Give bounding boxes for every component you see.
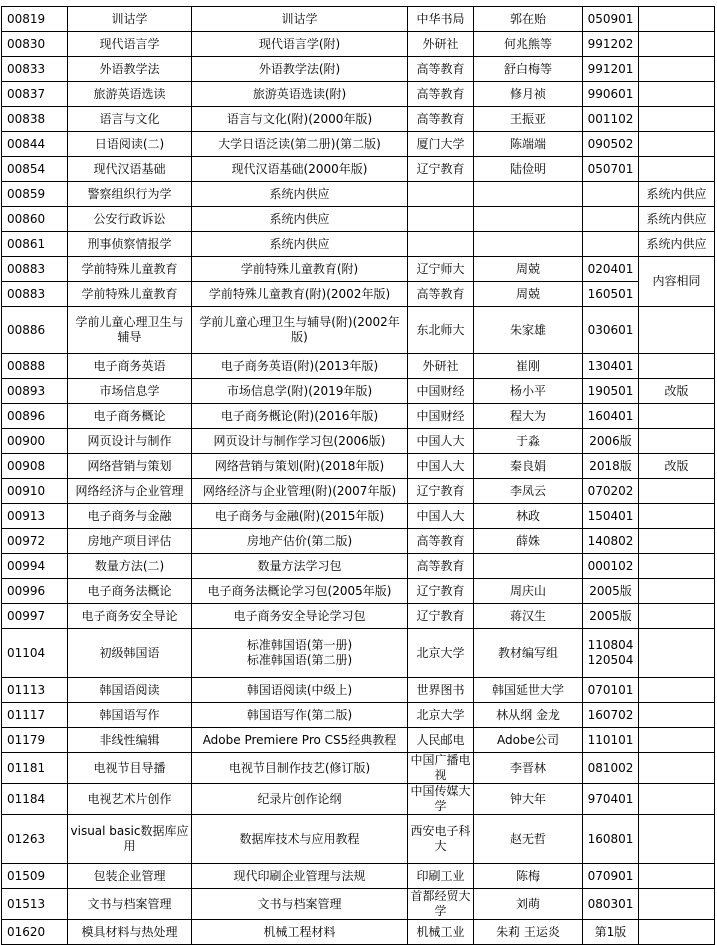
course-code: 00910 — [2, 479, 68, 504]
author: 陆俭明 — [474, 157, 583, 182]
note: 内容相同 — [639, 257, 715, 307]
course-code: 00830 — [2, 32, 68, 57]
note — [639, 307, 715, 354]
note — [639, 554, 715, 579]
publisher: 厦门大学 — [408, 132, 474, 157]
table-row — [2, 7, 715, 32]
course-code: 00997 — [2, 604, 68, 629]
course-code: 00854 — [2, 157, 68, 182]
textbook-title: 文书与档案管理 — [192, 889, 408, 920]
author: 刘萌 — [474, 889, 583, 920]
course-name: 模具材料与热处理 — [68, 920, 192, 945]
note — [639, 753, 715, 784]
table-row — [2, 479, 715, 504]
author: Adobe公司 — [474, 728, 583, 753]
publisher: 首都经贸大学 — [408, 889, 474, 920]
publisher: 世界图书 — [408, 678, 474, 703]
version: 070101 — [583, 678, 639, 703]
course-name: 语言与文化 — [68, 107, 192, 132]
textbook-title: 房地产估价(第二版) — [192, 529, 408, 554]
table-row — [2, 429, 715, 454]
textbook-title — [192, 629, 408, 678]
version: 030601 — [583, 307, 639, 354]
author: 周兢 — [474, 282, 583, 307]
version: 130401 — [583, 354, 639, 379]
publisher: 高等教育 — [408, 82, 474, 107]
table-row — [2, 157, 715, 182]
course-code: 01179 — [2, 728, 68, 753]
note — [639, 429, 715, 454]
version: 080301 — [583, 889, 639, 920]
version: 110101 — [583, 728, 639, 753]
course-name: 房地产项目评估 — [68, 529, 192, 554]
table-row — [2, 379, 715, 404]
table-row — [2, 703, 715, 728]
author: 陈端端 — [474, 132, 583, 157]
version — [583, 232, 639, 257]
publisher: 高等教育 — [408, 107, 474, 132]
course-name: 学前儿童心理卫生与辅导 — [68, 307, 192, 354]
course-code: 00900 — [2, 429, 68, 454]
note — [639, 815, 715, 864]
version: 000102 — [583, 554, 639, 579]
course-name: 电子商务法概论 — [68, 579, 192, 604]
table-row — [2, 282, 715, 307]
publisher: 高等教育 — [408, 282, 474, 307]
course-name: 电子商务与金融 — [68, 504, 192, 529]
author: 朱家雄 — [474, 307, 583, 354]
textbook-title: 电子商务英语(附)(2013年版) — [192, 354, 408, 379]
textbook-title: 市场信息学(附)(2019年版) — [192, 379, 408, 404]
author: 修月祯 — [474, 82, 583, 107]
note — [639, 57, 715, 82]
note: 系统内供应 — [639, 207, 715, 232]
publisher: 中国人大 — [408, 429, 474, 454]
course-name: 市场信息学 — [68, 379, 192, 404]
author: 赵无哲 — [474, 815, 583, 864]
textbook-title: 外语教学法(附) — [192, 57, 408, 82]
textbook-title: 现代语言学(附) — [192, 32, 408, 57]
note — [639, 864, 715, 889]
version: 991201 — [583, 57, 639, 82]
publisher: 辽宁教育 — [408, 479, 474, 504]
version: 140802 — [583, 529, 639, 554]
course-code: 00883 — [2, 282, 68, 307]
course-name: 学前特殊儿童教育 — [68, 257, 192, 282]
version: 070202 — [583, 479, 639, 504]
version: 081002 — [583, 753, 639, 784]
course-code: 01263 — [2, 815, 68, 864]
textbook-title: 现代汉语基础(2000年版) — [192, 157, 408, 182]
course-code: 01104 — [2, 629, 68, 678]
note — [639, 7, 715, 32]
note — [639, 529, 715, 554]
course-name: 旅游英语选读 — [68, 82, 192, 107]
version: 991202 — [583, 32, 639, 57]
table-row — [2, 579, 715, 604]
textbook-title: 纪录片创作论纲 — [192, 784, 408, 815]
course-name: 训诂学 — [68, 7, 192, 32]
course-name: 韩国语阅读 — [68, 678, 192, 703]
table-row — [2, 753, 715, 784]
course-code: 01620 — [2, 920, 68, 945]
publisher: 北京大学 — [408, 629, 474, 678]
textbook-title: 语言与文化(附)(2000年版) — [192, 107, 408, 132]
note — [639, 107, 715, 132]
course-code: 00861 — [2, 232, 68, 257]
course-code: 01509 — [2, 864, 68, 889]
publisher — [408, 182, 474, 207]
author: 郭在贻 — [474, 7, 583, 32]
note — [639, 32, 715, 57]
table-row — [2, 784, 715, 815]
course-name: visual basic数据库应用 — [68, 815, 192, 864]
textbook-title: 学前儿童心理卫生与辅导(附)(2002年版) — [192, 307, 408, 354]
author: 李凤云 — [474, 479, 583, 504]
course-code: 00913 — [2, 504, 68, 529]
publisher: 中华书局 — [408, 7, 474, 32]
author: 陈梅 — [474, 864, 583, 889]
table-row — [2, 82, 715, 107]
version: 070901 — [583, 864, 639, 889]
table-row — [2, 404, 715, 429]
course-code: 00886 — [2, 307, 68, 354]
textbook-title: 数据库技术与应用教程 — [192, 815, 408, 864]
author: 程大为 — [474, 404, 583, 429]
course-name: 现代语言学 — [68, 32, 192, 57]
course-name: 公安行政诉讼 — [68, 207, 192, 232]
author — [474, 232, 583, 257]
course-code: 00860 — [2, 207, 68, 232]
textbook-title: 韩国语阅读(中级上) — [192, 678, 408, 703]
author: 蒋汉生 — [474, 604, 583, 629]
course-name: 网络经济与企业管理 — [68, 479, 192, 504]
author: 薛姝 — [474, 529, 583, 554]
version — [583, 182, 639, 207]
course-name: 警察组织行为学 — [68, 182, 192, 207]
course-name: 文书与档案管理 — [68, 889, 192, 920]
course-name: 刑事侦察情报学 — [68, 232, 192, 257]
table-row — [2, 529, 715, 554]
table-row — [2, 889, 715, 920]
publisher — [408, 232, 474, 257]
version-line: 110804 — [587, 638, 634, 652]
course-name: 现代汉语基础 — [68, 157, 192, 182]
publisher: 中国财经 — [408, 404, 474, 429]
course-name: 电子商务概论 — [68, 404, 192, 429]
table-row — [2, 454, 715, 479]
author: 林政 — [474, 504, 583, 529]
course-code: 00896 — [2, 404, 68, 429]
course-code: 00883 — [2, 257, 68, 282]
note — [639, 604, 715, 629]
author: 李晋林 — [474, 753, 583, 784]
course-code: 00996 — [2, 579, 68, 604]
course-code: 00833 — [2, 57, 68, 82]
table-row — [2, 815, 715, 864]
textbook-title: 电视节目制作技艺(修订版) — [192, 753, 408, 784]
publisher: 高等教育 — [408, 554, 474, 579]
author: 王振亚 — [474, 107, 583, 132]
publisher: 北京大学 — [408, 703, 474, 728]
version: 2018版 — [583, 454, 639, 479]
note: 系统内供应 — [639, 232, 715, 257]
textbook-title-line: 标准韩国语(第二册) — [246, 653, 353, 667]
table-row — [2, 57, 715, 82]
note — [639, 784, 715, 815]
textbook-title: 网络营销与策划(附)(2018年版) — [192, 454, 408, 479]
textbook-title: 训诂学 — [192, 7, 408, 32]
note: 改版 — [639, 379, 715, 404]
publisher: 外研社 — [408, 354, 474, 379]
author: 秦良娟 — [474, 454, 583, 479]
author: 何兆熊等 — [474, 32, 583, 57]
publisher: 机械工业 — [408, 920, 474, 945]
note — [639, 920, 715, 945]
table-row — [2, 554, 715, 579]
version: 160501 — [583, 282, 639, 307]
course-code: 00859 — [2, 182, 68, 207]
course-name: 学前特殊儿童教育 — [68, 282, 192, 307]
version: 2005版 — [583, 579, 639, 604]
author: 崔刚 — [474, 354, 583, 379]
author — [474, 182, 583, 207]
table-row — [2, 728, 715, 753]
publisher: 辽宁师大 — [408, 257, 474, 282]
publisher: 辽宁教育 — [408, 604, 474, 629]
textbook-title: 现代印刷企业管理与法规 — [192, 864, 408, 889]
author: 周庆山 — [474, 579, 583, 604]
publisher — [408, 207, 474, 232]
publisher: 辽宁教育 — [408, 157, 474, 182]
author — [474, 207, 583, 232]
textbook-title: 网页设计与制作学习包(2006版) — [192, 429, 408, 454]
textbook-title: 学前特殊儿童教育(附)(2002年版) — [192, 282, 408, 307]
note — [639, 479, 715, 504]
note — [639, 678, 715, 703]
version: 020401 — [583, 257, 639, 282]
version — [583, 629, 639, 678]
course-code: 00819 — [2, 7, 68, 32]
table-row — [2, 920, 715, 945]
textbook-title: 系统内供应 — [192, 207, 408, 232]
course-name: 电视艺术片创作 — [68, 784, 192, 815]
course-name: 网页设计与制作 — [68, 429, 192, 454]
textbook-title: 学前特殊儿童教育(附) — [192, 257, 408, 282]
note: 系统内供应 — [639, 182, 715, 207]
publisher: 中国广播电视 — [408, 753, 474, 784]
textbook-title: 旅游英语选读(附) — [192, 82, 408, 107]
version: 050901 — [583, 7, 639, 32]
author: 周兢 — [474, 257, 583, 282]
table-row — [2, 354, 715, 379]
note — [639, 703, 715, 728]
textbook-title: 电子商务安全导论学习包 — [192, 604, 408, 629]
version: 2006版 — [583, 429, 639, 454]
author: 韩国延世大学 — [474, 678, 583, 703]
course-code: 00893 — [2, 379, 68, 404]
table-row — [2, 207, 715, 232]
textbook-title-line: 标准韩国语(第一册) — [246, 638, 353, 652]
author: 教材编写组 — [474, 629, 583, 678]
course-name: 日语阅读(二) — [68, 132, 192, 157]
note — [639, 579, 715, 604]
textbook-title: 电子商务与金融(附)(2015年版) — [192, 504, 408, 529]
version: 2005版 — [583, 604, 639, 629]
publisher: 高等教育 — [408, 529, 474, 554]
table-row — [2, 678, 715, 703]
table-row — [2, 504, 715, 529]
textbook-title: 韩国语写作(第二版) — [192, 703, 408, 728]
course-code: 00888 — [2, 354, 68, 379]
course-name: 初级韩国语 — [68, 629, 192, 678]
note — [639, 504, 715, 529]
note — [639, 889, 715, 920]
course-code: 01513 — [2, 889, 68, 920]
publisher: 中国人大 — [408, 454, 474, 479]
publisher: 中国财经 — [408, 379, 474, 404]
author: 朱莉 王运炎 — [474, 920, 583, 945]
textbook-title: 系统内供应 — [192, 232, 408, 257]
course-name: 韩国语写作 — [68, 703, 192, 728]
course-name: 包装企业管理 — [68, 864, 192, 889]
textbook-title: 电子商务法概论学习包(2005年版) — [192, 579, 408, 604]
table-row — [2, 864, 715, 889]
course-name: 电子商务安全导论 — [68, 604, 192, 629]
publisher: 人民邮电 — [408, 728, 474, 753]
author: 林从纲 金龙 — [474, 703, 583, 728]
version: 160401 — [583, 404, 639, 429]
note — [639, 354, 715, 379]
course-code: 01181 — [2, 753, 68, 784]
textbook-title: 系统内供应 — [192, 182, 408, 207]
note — [639, 132, 715, 157]
textbook-title: 电子商务概论(附)(2016年版) — [192, 404, 408, 429]
textbook-title: 数量方法学习包 — [192, 554, 408, 579]
table-row — [2, 629, 715, 678]
version: 990601 — [583, 82, 639, 107]
course-code: 01184 — [2, 784, 68, 815]
author: 钟大年 — [474, 784, 583, 815]
note — [639, 157, 715, 182]
publisher: 西安电子科大 — [408, 815, 474, 864]
table-row — [2, 604, 715, 629]
note — [639, 728, 715, 753]
textbook-table — [1, 6, 715, 945]
version-line: 120504 — [587, 653, 634, 667]
table-row — [2, 232, 715, 257]
course-name: 网络营销与策划 — [68, 454, 192, 479]
course-code: 00908 — [2, 454, 68, 479]
textbook-title: 机械工程材料 — [192, 920, 408, 945]
course-code: 00837 — [2, 82, 68, 107]
textbook-title: Adobe Premiere Pro CS5经典教程 — [192, 728, 408, 753]
version: 160801 — [583, 815, 639, 864]
course-name: 电子商务英语 — [68, 354, 192, 379]
table-row — [2, 132, 715, 157]
author: 舒白梅等 — [474, 57, 583, 82]
course-code: 01117 — [2, 703, 68, 728]
course-name: 数量方法(二) — [68, 554, 192, 579]
author: 杨小平 — [474, 379, 583, 404]
table-row — [2, 307, 715, 354]
version: 160702 — [583, 703, 639, 728]
version — [583, 207, 639, 232]
publisher: 中国传媒大学 — [408, 784, 474, 815]
course-code: 00844 — [2, 132, 68, 157]
version: 970401 — [583, 784, 639, 815]
version: 050701 — [583, 157, 639, 182]
note — [639, 82, 715, 107]
publisher: 中国人大 — [408, 504, 474, 529]
course-name: 非线性编辑 — [68, 728, 192, 753]
table-row — [2, 32, 715, 57]
version: 第1版 — [583, 920, 639, 945]
author: 于淼 — [474, 429, 583, 454]
version: 150401 — [583, 504, 639, 529]
course-code: 00972 — [2, 529, 68, 554]
textbook-title: 大学日语泛读(第二册)(第二版) — [192, 132, 408, 157]
version: 190501 — [583, 379, 639, 404]
version: 090502 — [583, 132, 639, 157]
publisher: 外研社 — [408, 32, 474, 57]
course-code: 01113 — [2, 678, 68, 703]
course-code: 00994 — [2, 554, 68, 579]
course-code: 00838 — [2, 107, 68, 132]
textbook-title: 网络经济与企业管理(附)(2007年版) — [192, 479, 408, 504]
course-name: 电视节目导播 — [68, 753, 192, 784]
publisher: 印刷工业 — [408, 864, 474, 889]
publisher: 高等教育 — [408, 57, 474, 82]
table-row — [2, 182, 715, 207]
version: 001102 — [583, 107, 639, 132]
table-row — [2, 257, 715, 282]
note — [639, 629, 715, 678]
table-row — [2, 107, 715, 132]
note: 改版 — [639, 454, 715, 479]
publisher: 东北师大 — [408, 307, 474, 354]
author — [474, 554, 583, 579]
course-name: 外语教学法 — [68, 57, 192, 82]
note — [639, 404, 715, 429]
publisher: 辽宁教育 — [408, 579, 474, 604]
